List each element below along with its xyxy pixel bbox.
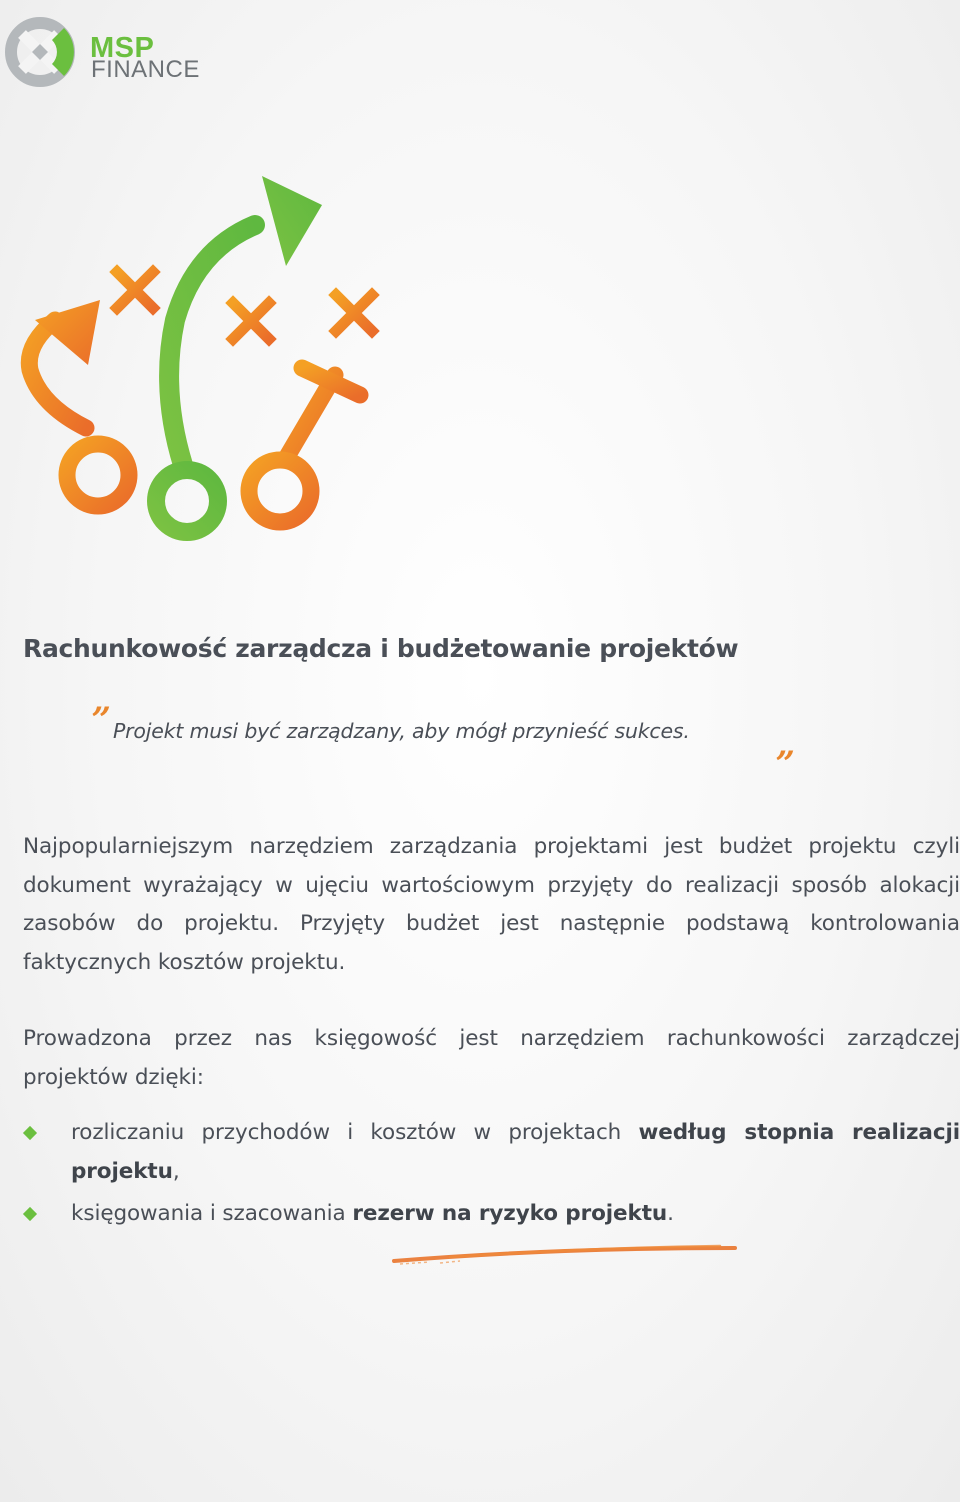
list-item-emphasis: według stopnia realizacji projektu	[71, 1120, 960, 1184]
brand-name-finance: FINANCE	[91, 56, 200, 83]
circular-x-logo-icon	[2, 14, 82, 90]
list-item-punct: .	[667, 1201, 674, 1226]
list-item	[23, 1114, 960, 1191]
brush-stroke-divider	[390, 1240, 740, 1270]
x-mark-icon	[117, 272, 153, 308]
list-item-text: księgowania i szacowania	[71, 1201, 353, 1226]
list-item-text: rozliczaniu przychodów i kosztów w projektach	[71, 1120, 639, 1145]
brand-logo	[2, 14, 202, 90]
x-mark-icon	[336, 295, 372, 331]
brand-name-msp: MSP	[90, 32, 155, 64]
quote-open-mark: „	[92, 681, 112, 721]
quote-text: Projekt musi być zarządzany, aby mógł przynieść sukces.	[113, 719, 690, 743]
quote-close-mark: „	[776, 725, 796, 765]
list-item-punct: ,	[172, 1158, 180, 1184]
orange-arrow-right-icon	[249, 368, 360, 522]
diamond-bullet-icon	[23, 1207, 37, 1221]
x-mark-icon	[233, 303, 269, 339]
strategy-play-arrows-icon	[0, 170, 420, 560]
page-title: Rachunkowość zarządcza i budżetowanie projektów	[23, 634, 739, 663]
list-item	[23, 1195, 960, 1234]
list-item-emphasis: rezerw na ryzyko projektu	[352, 1201, 668, 1226]
diamond-bullet-icon	[23, 1126, 37, 1140]
benefits-list	[23, 1114, 960, 1234]
orange-arrow-left-icon	[29, 300, 129, 506]
services-paragraph: Prowadzona przez nas księgowość jest narzędziem rachunkowości zarządczej projektów dzięki:	[23, 1026, 960, 1090]
green-arrow-center-icon	[156, 176, 322, 532]
intro-paragraph: Najpopularniejszym narzędziem zarządzania projektami jest budżet projektu czyli dokument wyrażający w ujęciu wartościowym przyjęty do realizacji sposób alokacji zasobów do projektu. Przyjęty budżet jest następnie podstawą kontrolowania faktycznych kosztów projektu.	[23, 834, 960, 975]
